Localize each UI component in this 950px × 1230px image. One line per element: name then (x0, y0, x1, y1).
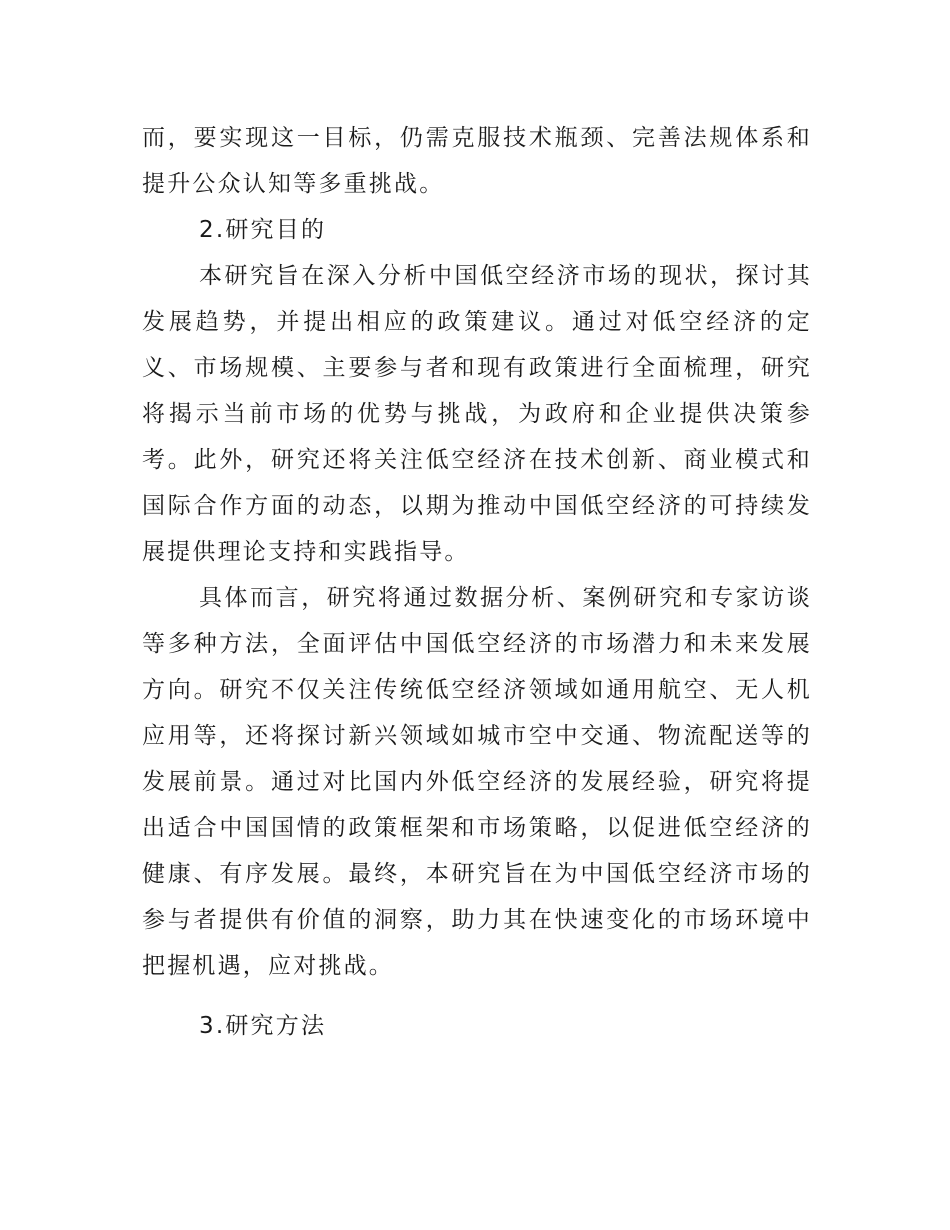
research-purpose-paragraph-1: 本研究旨在深入分析中国低空经济市场的现状，探讨其发展趋势，并提出相应的政策建议。通过对低空经济的定义、市场规模、主要参与者和现有政策进行全面梳理，研究将揭示当前市场的优势与挑战，为政府和企业提供决策参考。此外，研究还将关注低空经济在技术创新、商业模式和国际合作方面的动态，以期为推动中国低空经济的可持续发展提供理论支持和实践指导。 (142, 263, 812, 565)
document-body (142, 115, 812, 1049)
section-heading-research-purpose: 2.研究目的 (199, 217, 327, 243)
continuation-paragraph: 而，要实现这一目标，仍需克服技术瓶颈、完善法规体系和提升公众认知等多重挑战。 (142, 125, 812, 197)
section-heading-research-method: 3.研究方法 (199, 1013, 327, 1039)
research-purpose-paragraph-2: 具体而言，研究将通过数据分析、案例研究和专家访谈等多种方法，全面评估中国低空经济的市场潜力和未来发展方向。研究不仅关注传统低空经济领域如通用航空、无人机应用等，还将探讨新兴领域如城市空中交通、物流配送等的发展前景。通过对比国内外低空经济的发展经验，研究将提出适合中国国情的政策框架和市场策略，以促进低空经济的健康、有序发展。最终，本研究旨在为中国低空经济市场的参与者提供有价值的洞察，助力其在快速变化的市场环境中把握机遇，应对挑战。 (142, 585, 812, 979)
